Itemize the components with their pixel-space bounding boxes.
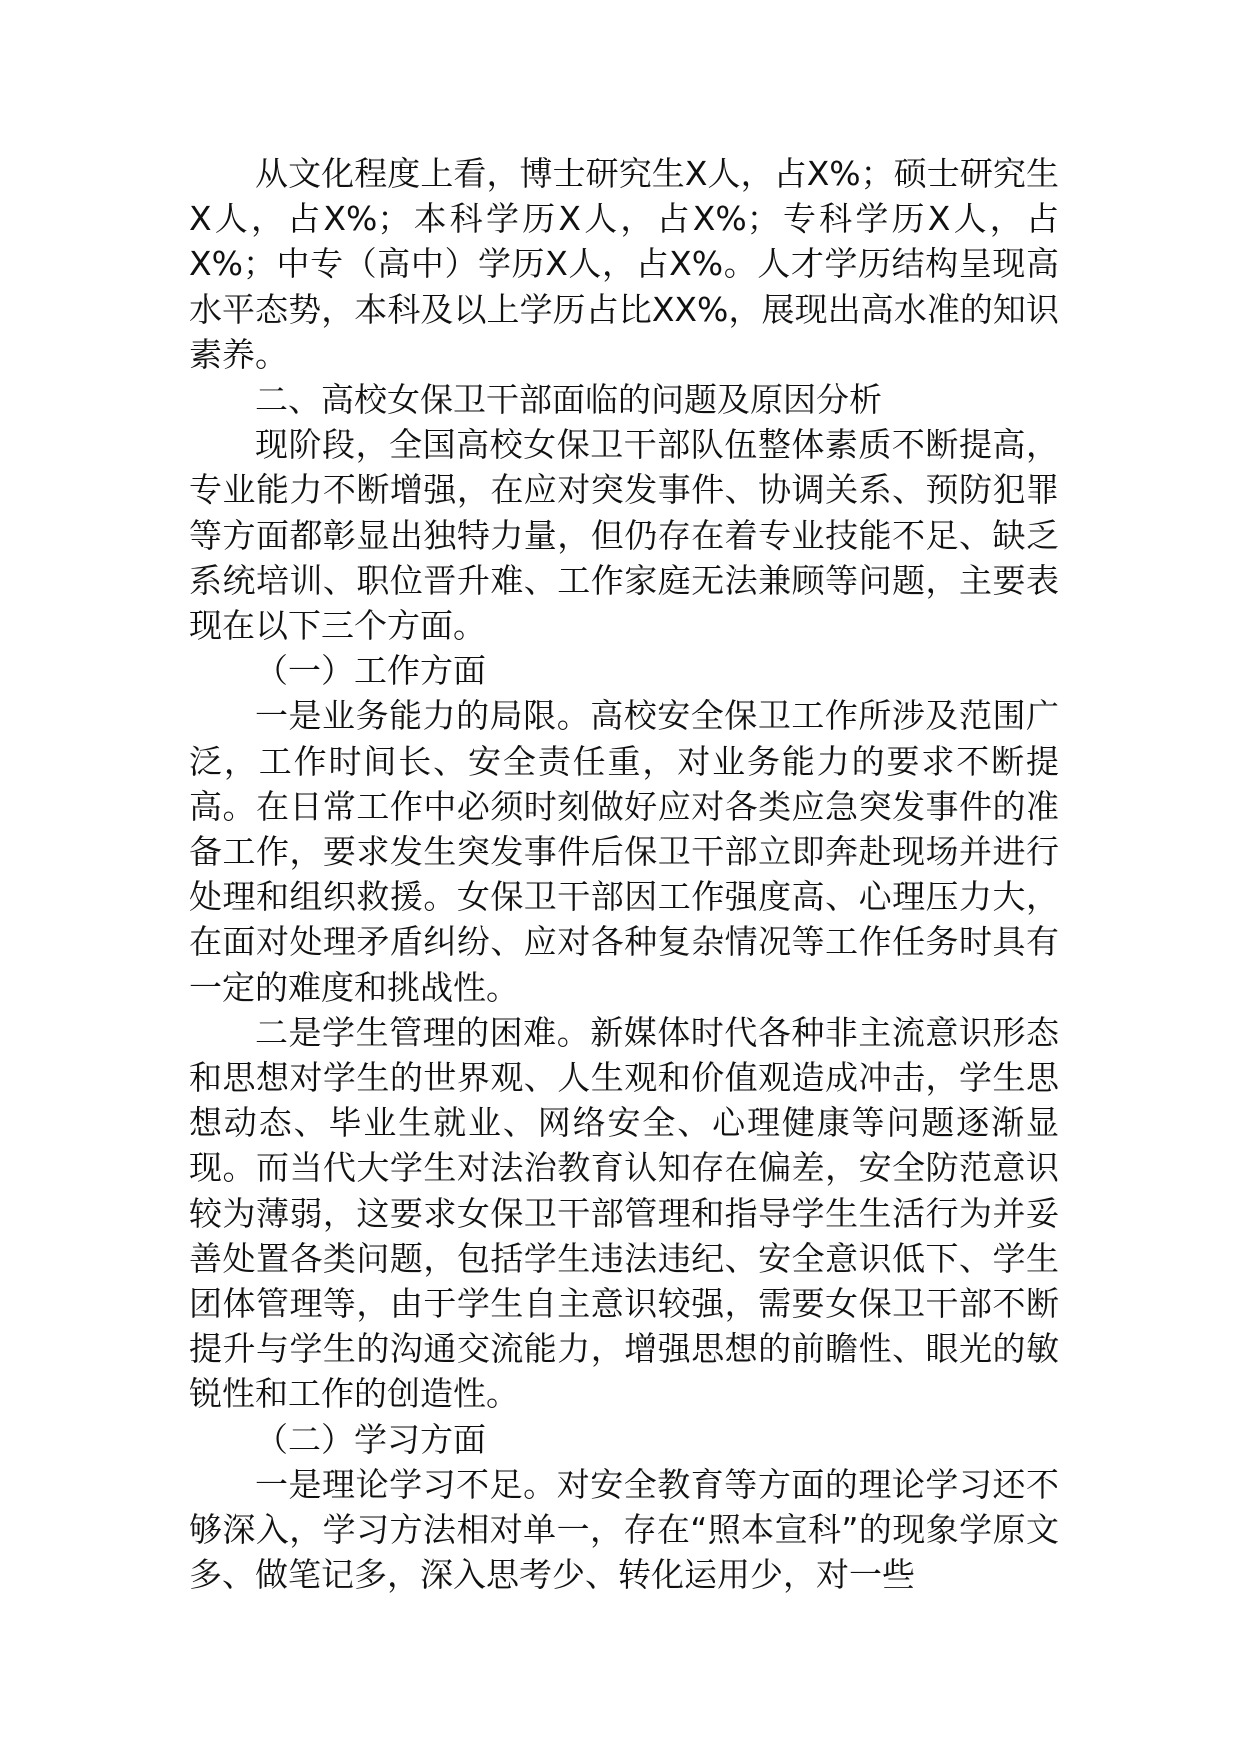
paragraph-work-capability: 一是业务能力的局限。高校安全保卫工作所涉及范围广泛，工作时间长、安全责任重，对业务能力的要求不断提高。在日常工作中必须时刻做好应对各类应急突发事件的准备工作，要求发生突发事件后保卫干部立即奔赴现场并进行处理和组织救援。女保卫干部因工作强度高、心理压力大，在面对处理矛盾纠纷、应对各种复杂情况等工作任务时具有一定的难度和挑战性。 xyxy=(189,696,1059,1007)
document-body xyxy=(189,151,1059,1598)
paragraph-education-stats: 从文化程度上看，博士研究生X人，占X%；硕士研究生X人，占X%；本科学历X人，占X%；专科学历X人，占X%；中专（高中）学历X人，占X%。人才学历结构呈现高水平态势，本科及以上学历占比XX%，展现出高水准的知识素养。 xyxy=(189,154,1059,374)
paragraph-student-management: 二是学生管理的困难。新媒体时代各种非主流意识形态和思想对学生的世界观、人生观和价值观造成冲击，学生思想动态、毕业生就业、网络安全、心理健康等问题逐渐显现。而当代大学生对法治教育认知存在偏差，安全防范意识较为薄弱，这要求女保卫干部管理和指导学生生活行为并妥善处置各类问题，包括学生违法违纪、安全意识低下、学生团体管理等，由于学生自主意识较强，需要女保卫干部不断提升与学生的沟通交流能力，增强思想的前瞻性、眼光的敏锐性和工作的创造性。 xyxy=(189,1012,1059,1414)
paragraph-theory-study: 一是理论学习不足。对安全教育等方面的理论学习还不够深入，学习方法相对单一，存在“照本宣科”的现象学原文多、做笔记多，深入思考少、转化运用少，对一些 xyxy=(189,1464,1059,1595)
section-heading-problems: 二、高校女保卫干部面临的问题及原因分析 xyxy=(255,380,882,420)
paragraph-overview: 现阶段，全国高校女保卫干部队伍整体素质不断提高，专业能力不断增强，在应对突发事件、协调关系、预防犯罪等方面都彰显出独特力量，但仍存在着专业技能不足、缺乏系统培训、职位晋升难、工作家庭无法兼顾等问题，主要表现在以下三个方面。 xyxy=(189,425,1059,646)
subsection-heading-work: （一）工作方面 xyxy=(255,651,486,691)
subsection-heading-study: （二）学习方面 xyxy=(255,1419,486,1459)
